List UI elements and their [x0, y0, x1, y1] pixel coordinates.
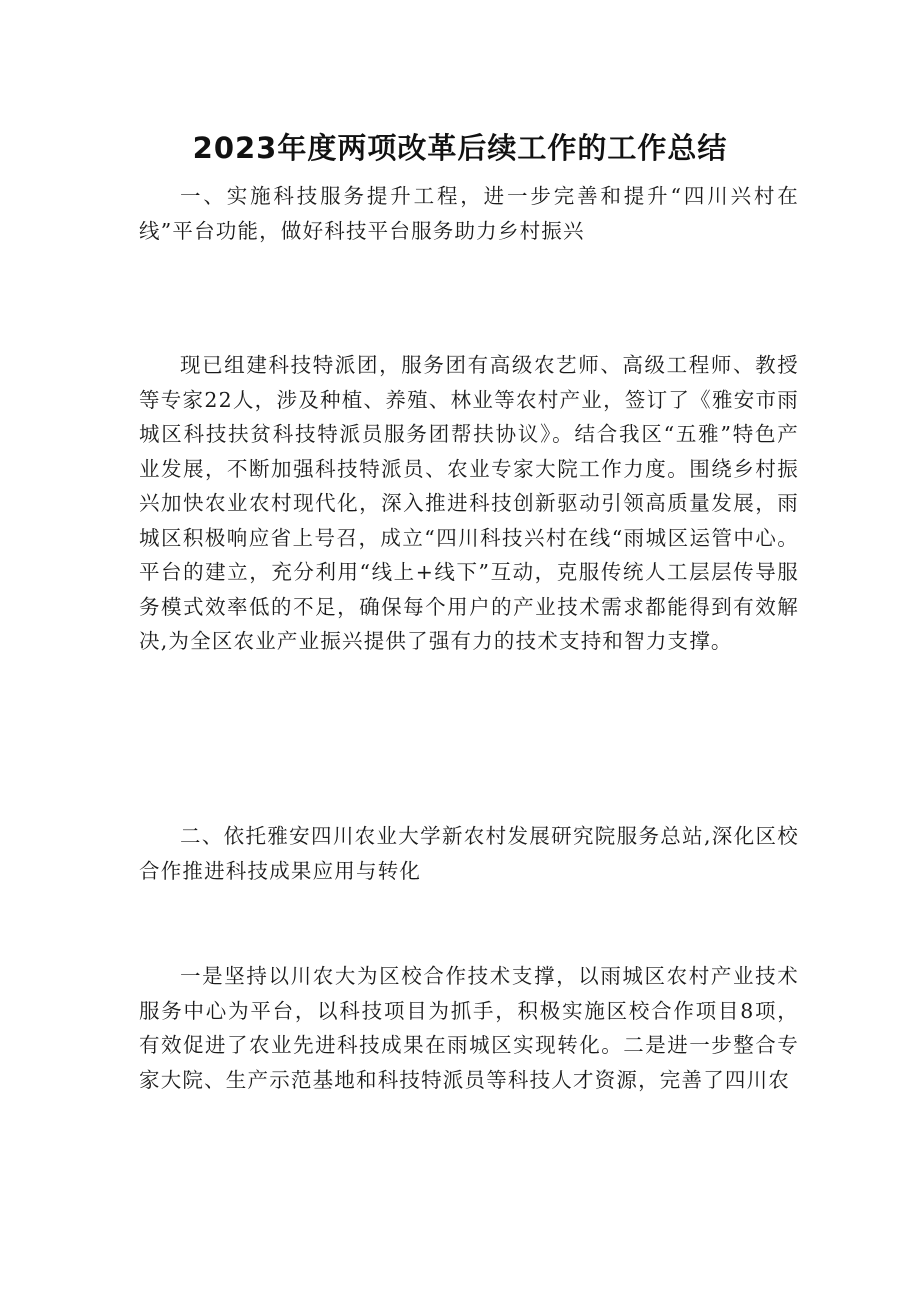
- section-1-heading: 一、实施科技服务提升工程，进一步完善和提升“四川兴村在线”平台功能，做好科技平台服务助力乡村振兴: [139, 184, 799, 243]
- section-1-paragraph: 现已组建科技特派团，服务团有高级农艺师、高级工程师、教授等专家22人，涉及种植、养殖、林业等农村产业，签订了《雅安市雨城区科技扶贫科技特派员服务团帮扶协议》。结合我区“五雅”特色产业发展，不断加强科技特派员、农业专家大院工作力度。围绕乡村振兴加快农业农村现代化，深入推进科技创新驱动引领高质量发展，雨城区积极响应省上号召，成立“四川科技兴村在线“雨城区运管中心。平台的建立，充分利用“线上+线下”互动，克服传统人工层层传导服务模式效率低的不足，确保每个用户的产业技术需求都能得到有效解决,为全区农业产业振兴提供了强有力的技术支持和智力支撑。: [139, 353, 799, 653]
- document-title: 2023年度两项改革后续工作的工作总结: [192, 131, 728, 165]
- section-2-paragraph: 一是坚持以川农大为区校合作技术支撑，以雨城区农村产业技术服务中心为平台，以科技项目为抓手，积极实施区校合作项目8项，有效促进了农业先进科技成果在雨城区实现转化。二是进一步整合专家大院、生产示范基地和科技特派员等科技人才资源，完善了四川农: [139, 964, 799, 1092]
- section-2-heading: 二、依托雅安四川农业大学新农村发展研究院服务总站,深化区校合作推进科技成果应用与转化: [139, 824, 799, 883]
